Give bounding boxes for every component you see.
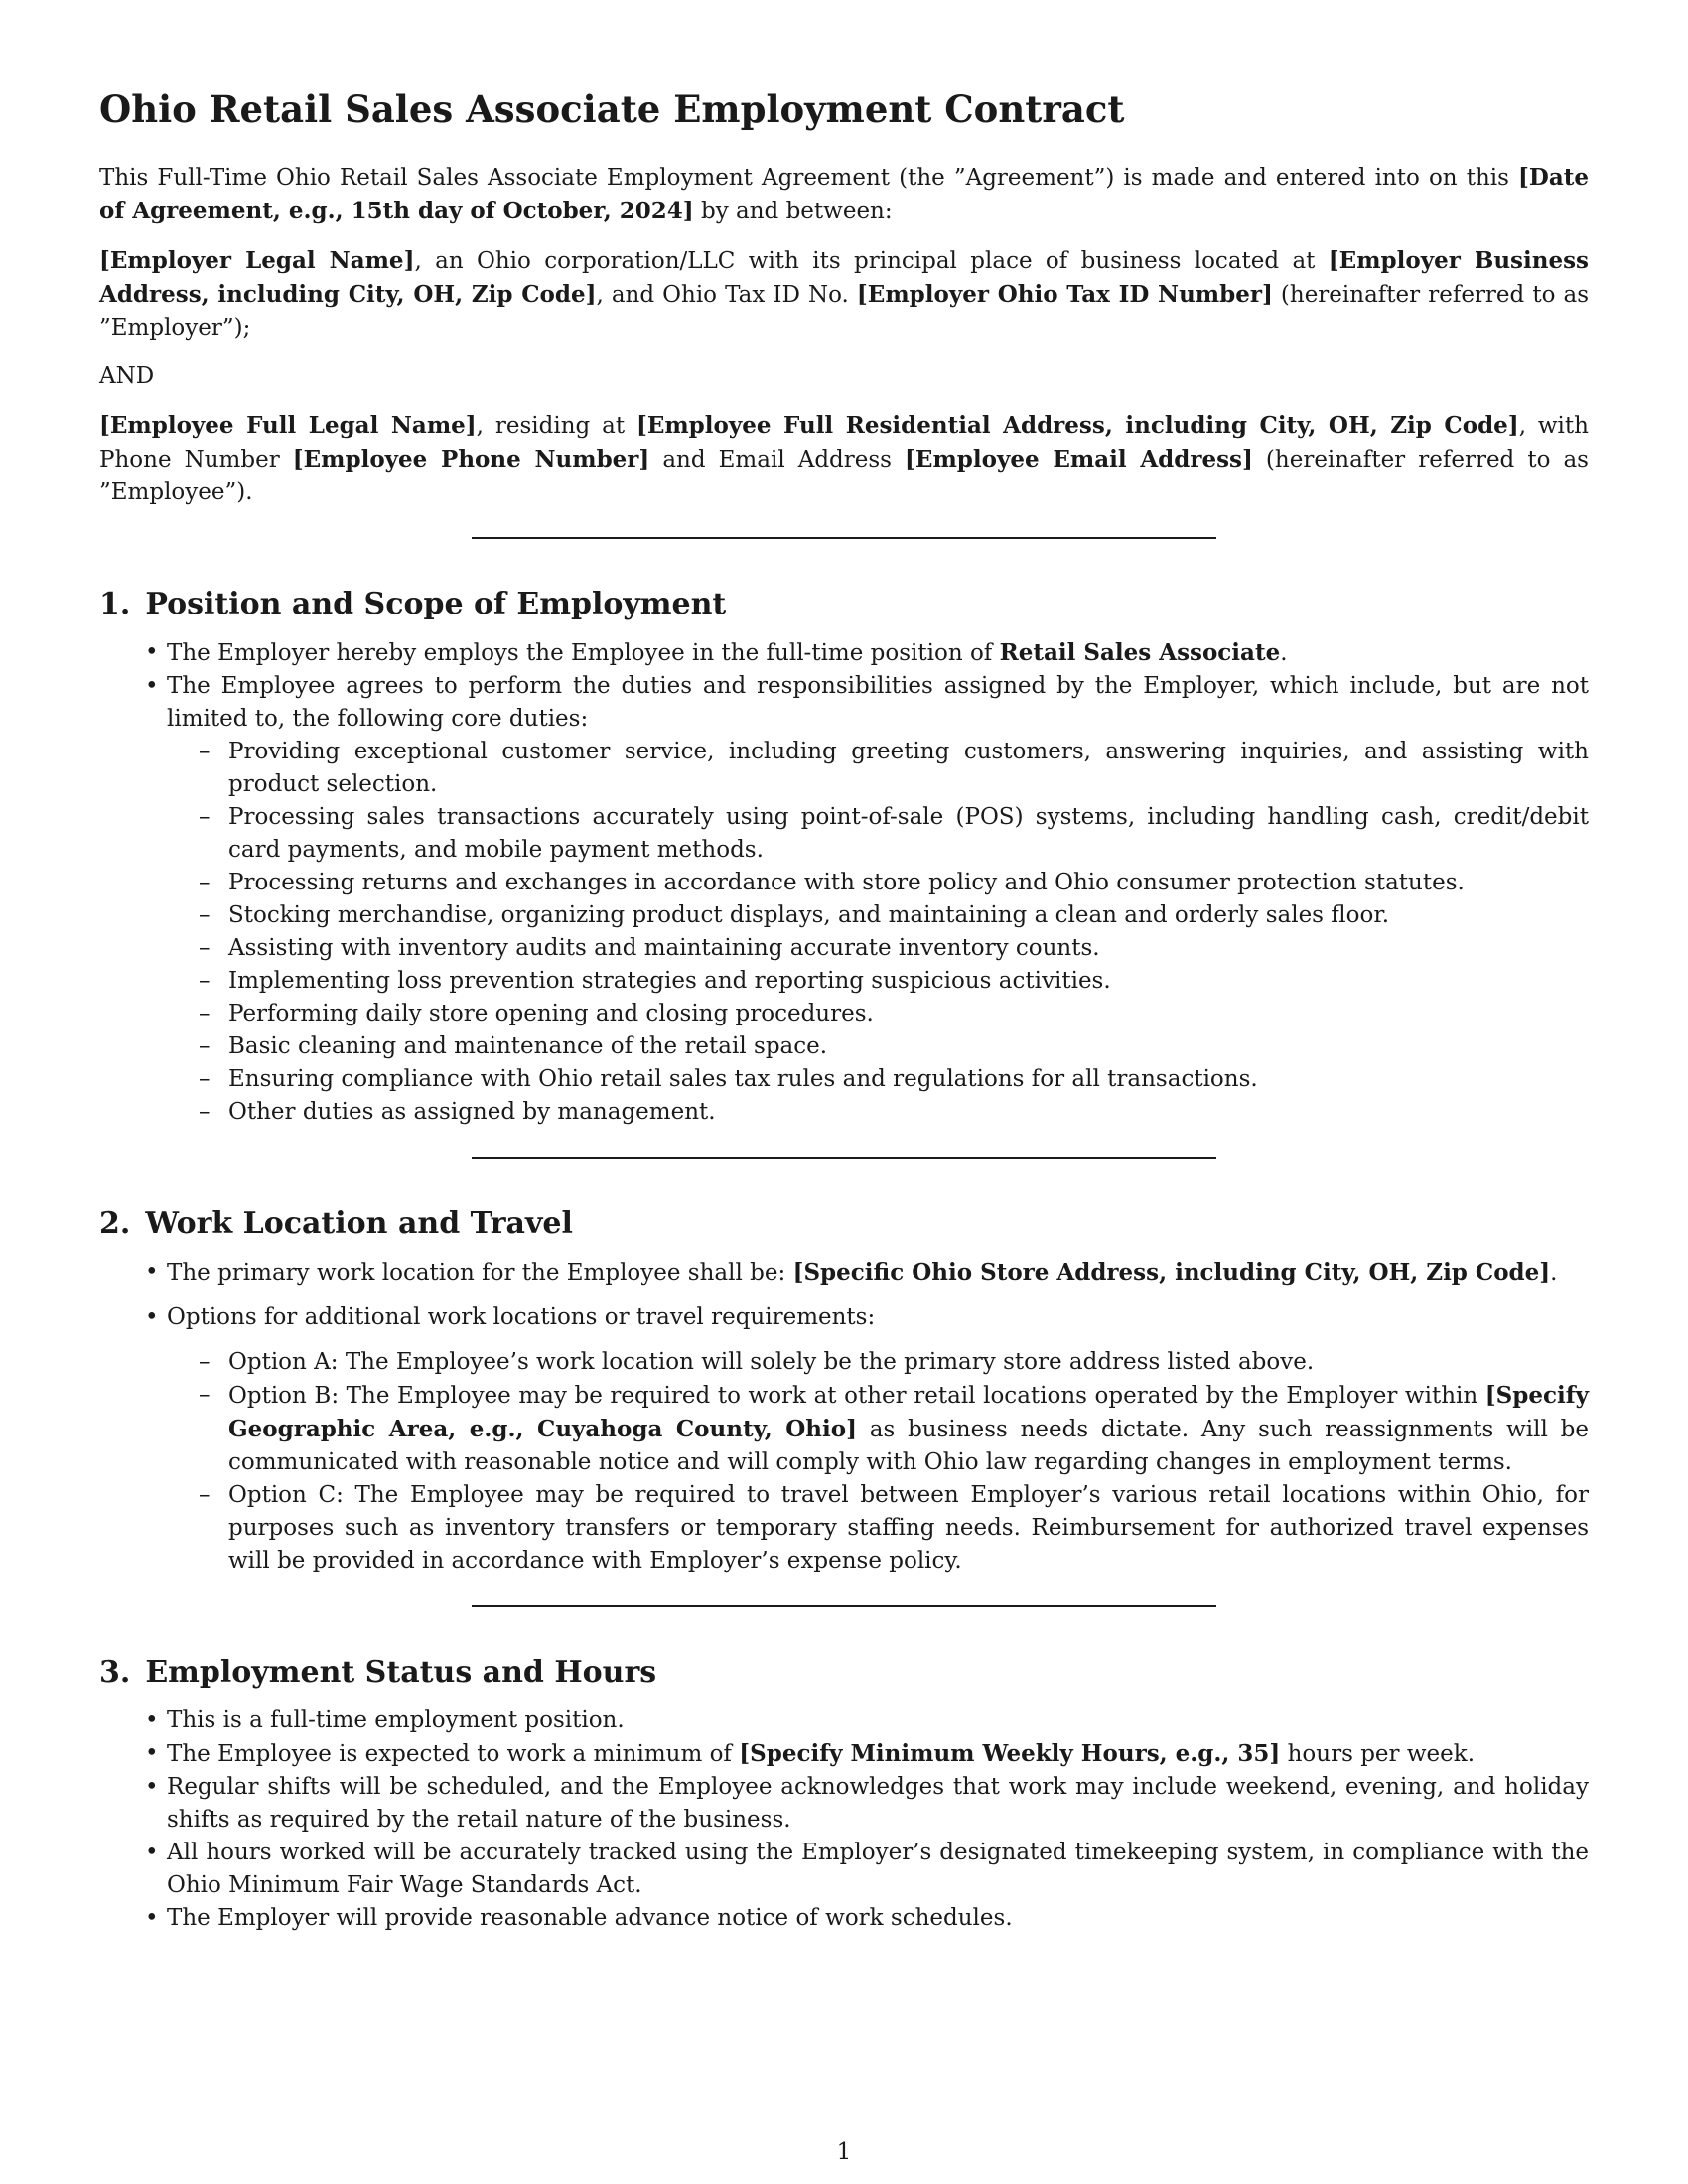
section-divider <box>472 537 1216 539</box>
placeholder-field: [Employer Ohio Tax ID Number] <box>856 281 1273 309</box>
text-run: by and between: <box>693 199 893 225</box>
list-item <box>99 1705 1589 1737</box>
list-item <box>99 1301 1589 1577</box>
placeholder-field: [Specify Geographic Area, e.g., Cuyahoga County, Ohio] <box>228 1382 1589 1443</box>
section-heading: 3. Employment Status and Hours <box>99 1655 657 1691</box>
sub-list-item <box>167 932 1589 965</box>
text-run: Option B: The Employee may be required to work at other retail locations operated by the Employer within <box>228 1383 1485 1410</box>
list-item <box>99 1771 1589 1837</box>
intro-paragraph <box>99 360 1589 393</box>
bullet-list <box>99 636 1589 1129</box>
sub-list-item <box>167 1479 1589 1577</box>
placeholder-field: Retail Sales Associate <box>999 639 1281 667</box>
text-run: Performing daily store opening and closing procedures. <box>228 1001 874 1027</box>
text-run: Ensuring compliance with Ohio retail sales tax rules and regulations for all transactions. <box>228 1066 1258 1093</box>
placeholder-field: [Employee Phone Number] <box>292 446 650 474</box>
text-run: (hereinafter referred to as ”Employee”). <box>99 447 1589 506</box>
sub-list-item <box>167 965 1589 998</box>
sub-list-item <box>167 1096 1589 1129</box>
text-run: AND <box>99 363 155 390</box>
sub-list-item <box>167 1346 1589 1379</box>
text-run: (hereinafter referred to as ”Employer”); <box>99 282 1589 341</box>
sub-list-item <box>167 1379 1589 1479</box>
sub-list-item <box>167 998 1589 1030</box>
sub-list-item <box>167 801 1589 867</box>
intro-block <box>99 161 1589 509</box>
page-number: 1 <box>836 2139 852 2165</box>
text-run: and Email Address <box>649 447 906 474</box>
placeholder-field: [Employer Business Address, including City, OH, Zip Code] <box>99 247 1589 309</box>
text-run: , an Ohio corporation/LLC with its principal place of business located at <box>414 248 1329 275</box>
text-run: hours per week. <box>1280 1741 1476 1768</box>
placeholder-field: [Employee Full Residential Address, including City, OH, Zip Code] <box>635 412 1519 440</box>
text-run: Providing exceptional customer service, including greeting customers, answering inquiries, and assisting with product selection. <box>228 739 1589 798</box>
text-run: Stocking merchandise, organizing product displays, and maintaining a clean and orderly sales floor. <box>228 902 1390 929</box>
sub-list-item <box>167 1063 1589 1096</box>
text-run: , residing at <box>476 413 636 440</box>
text-run: as business needs dictate. Any such reassignments will be communicated with reasonable notice and will comply with Ohio law regarding changes in employment terms. <box>228 1417 1589 1476</box>
placeholder-field: [Specify Minimum Weekly Hours, e.g., 35] <box>739 1740 1281 1768</box>
sub-list-item <box>167 899 1589 932</box>
section-heading: 1. Position and Scope of Employment <box>99 587 727 622</box>
list-item <box>99 1837 1589 1902</box>
text-run: Regular shifts will be scheduled, and the Employee acknowledges that work may include weekend, evening, and holiday shifts as required by the retail nature of the business. <box>167 1774 1589 1834</box>
list-item <box>99 636 1589 670</box>
sub-list-item <box>167 867 1589 899</box>
list-item <box>99 1256 1589 1290</box>
sub-list-item <box>167 736 1589 801</box>
text-run: The Employee is expected to work a minimum of <box>167 1741 740 1768</box>
section-divider <box>472 1157 1216 1159</box>
text-run: This is a full-time employment position. <box>167 1707 625 1734</box>
placeholder-field: [Specific Ohio Store Address, including City, OH, Zip Code] <box>792 1259 1551 1287</box>
placeholder-field: [Employer Legal Name] <box>99 247 415 275</box>
sections-container <box>99 537 1589 1935</box>
text-run: The Employee agrees to perform the duties and responsibilities assigned by the Employer, which include, but are not limited to, the following core duties: <box>167 673 1589 733</box>
text-run: Implementing loss prevention strategies and reporting suspicious activities. <box>228 968 1111 995</box>
sub-list <box>167 736 1589 1129</box>
text-run: This Full-Time Ohio Retail Sales Associate Employment Agreement (the ”Agreement”) is made and entered into on this <box>99 165 1518 192</box>
text-run: Other duties as assigned by management. <box>228 1099 716 1126</box>
text-run: . <box>1280 640 1288 667</box>
text-run: , with Phone Number <box>99 413 1589 474</box>
document-title: Ohio Retail Sales Associate Employment Contract <box>99 87 1125 131</box>
bullet-list <box>99 1256 1589 1577</box>
text-run: The Employer hereby employs the Employee in the full-time position of <box>167 640 1000 667</box>
text-run: Option A: The Employee’s work location will solely be the primary store address listed above. <box>228 1349 1315 1376</box>
text-run: Option C: The Employee may be required to travel between Employer’s various retail locations within Ohio, for purposes such as inventory transfers or temporary staffing needs. Reimbursement for authorized travel expenses will be provided in accordance with Employer’s expense policy. <box>228 1482 1589 1574</box>
text-run: . <box>1550 1260 1558 1287</box>
placeholder-field: [Employee Full Legal Name] <box>99 412 477 440</box>
text-run: Assisting with inventory audits and maintaining accurate inventory counts. <box>228 935 1100 962</box>
intro-paragraph <box>99 161 1589 228</box>
intro-paragraph <box>99 409 1589 509</box>
text-run: Options for additional work locations or travel requirements: <box>167 1304 876 1331</box>
text-run: The Employer will provide reasonable advance notice of work schedules. <box>167 1905 1013 1932</box>
placeholder-field: [Date of Agreement, e.g., 15th day of October, 2024] <box>99 164 1589 225</box>
text-run: Basic cleaning and maintenance of the retail space. <box>228 1033 828 1060</box>
section-heading: 2. Work Location and Travel <box>99 1206 573 1242</box>
text-run: All hours worked will be accurately tracked using the Employer’s designated timekeeping system, in compliance with the Ohio Minimum Fair Wage Standards Act. <box>167 1840 1589 1899</box>
sub-list-item <box>167 1030 1589 1063</box>
text-run: , and Ohio Tax ID No. <box>596 282 857 309</box>
text-run: Processing sales transactions accurately using point-of-sale (POS) systems, including handling cash, credit/debit card payments, and mobile payment methods. <box>228 804 1589 864</box>
placeholder-field: [Employee Email Address] <box>905 446 1253 474</box>
list-item <box>99 1902 1589 1935</box>
list-item <box>99 1737 1589 1771</box>
text-run: Processing returns and exchanges in accordance with store policy and Ohio consumer protection statutes. <box>228 870 1465 896</box>
section-divider <box>472 1605 1216 1607</box>
sub-list <box>167 1346 1589 1577</box>
intro-paragraph <box>99 244 1589 344</box>
bullet-list <box>99 1705 1589 1935</box>
text-run: The primary work location for the Employee shall be: <box>167 1260 793 1287</box>
list-item <box>99 670 1589 1129</box>
